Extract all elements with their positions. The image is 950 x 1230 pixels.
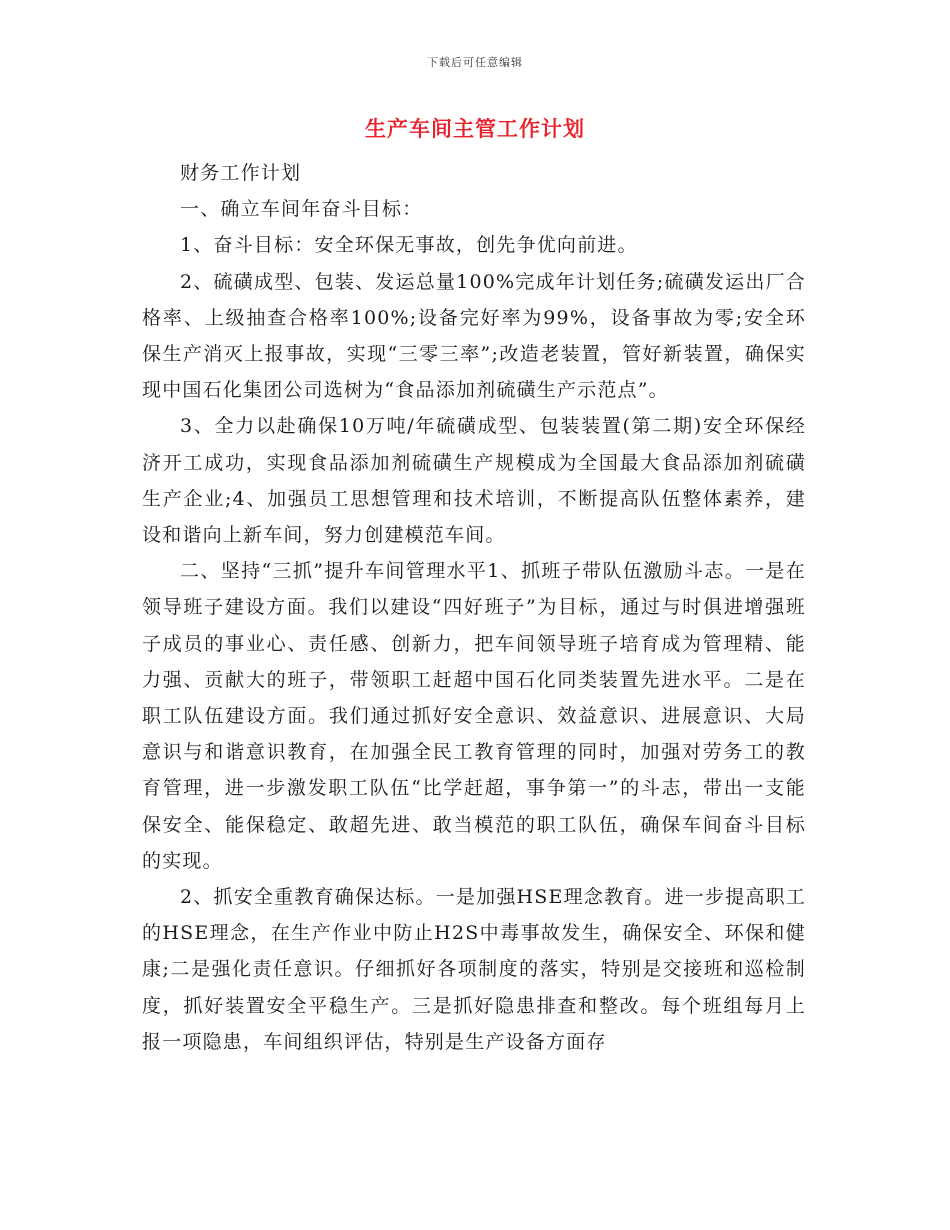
paragraph-item-1: 1、奋斗目标：安全环保无事故，创先争优向前进。	[180, 234, 638, 257]
document-body	[142, 155, 806, 1060]
header-note: 下载后可任意编辑	[427, 56, 523, 69]
paragraph-heading-1: 一、确立车间年奋斗目标：	[180, 198, 423, 221]
paragraph-item-2: 2、硫磺成型、包装、发运总量100%完成年计划任务;硫磺发运出厂合格率、上级抽查合格率100%;设备完好率为99%，设备事故为零;安全环保生产消灭上报事故，实现“三零三率”;改造老装置，管好新装置，确保实现中国石化集团公司选树为“食品添加剂硫磺生产示范点”。	[142, 270, 806, 402]
paragraph-section-label: 财务工作计划	[180, 162, 302, 184]
paragraph-item-3: 3、全力以赴确保10万吨/年硫磺成型、包装装置(第二期)安全环保经济开工成功，实现食品添加剂硫磺生产规模成为全国最大食品添加剂硫磺生产企业;4、加强员工思想管理和技术培训，不断提高队伍整体素养，建设和谐向上新车间，努力创建模范车间。	[142, 415, 806, 547]
document-title: 生产车间主管工作计划	[365, 117, 585, 141]
paragraph-item-safety: 2、抓安全重教育确保达标。一是加强HSE理念教育。进一步提高职工的HSE理念，在生产作业中防止H2S中毒事故发生，确保安全、环保和健康;二是强化责任意识。仔细抓好各项制度的落实，特别是交接班和巡检制度，抓好装置安全平稳生产。三是抓好隐患排查和整改。每个班组每月上报一项隐患，车间组织评估，特别是生产设备方面存	[142, 886, 806, 1053]
paragraph-heading-2: 二、坚持“三抓”提升车间管理水平1、抓班子带队伍激励斗志。一是在领导班子建设方面。我们以建设“四好班子”为目标，通过与时俱进增强班子成员的事业心、责任感、创新力，把车间领导班子培育成为管理精、能力强、贡献大的班子，带领职工赶超中国石化同类装置先进水平。二是在职工队伍建设方面。我们通过抓好安全意识、效益意识、进展意识、大局意识与和谐意识教育，在加强全民工教育管理的同时，加强对劳务工的教育管理，进一步激发职工队伍“比学赶超，事争第一”的斗志，带出一支能保安全、能保稳定、敢超先进、敢当模范的职工队伍，确保车间奋斗目标的实现。	[142, 560, 806, 872]
